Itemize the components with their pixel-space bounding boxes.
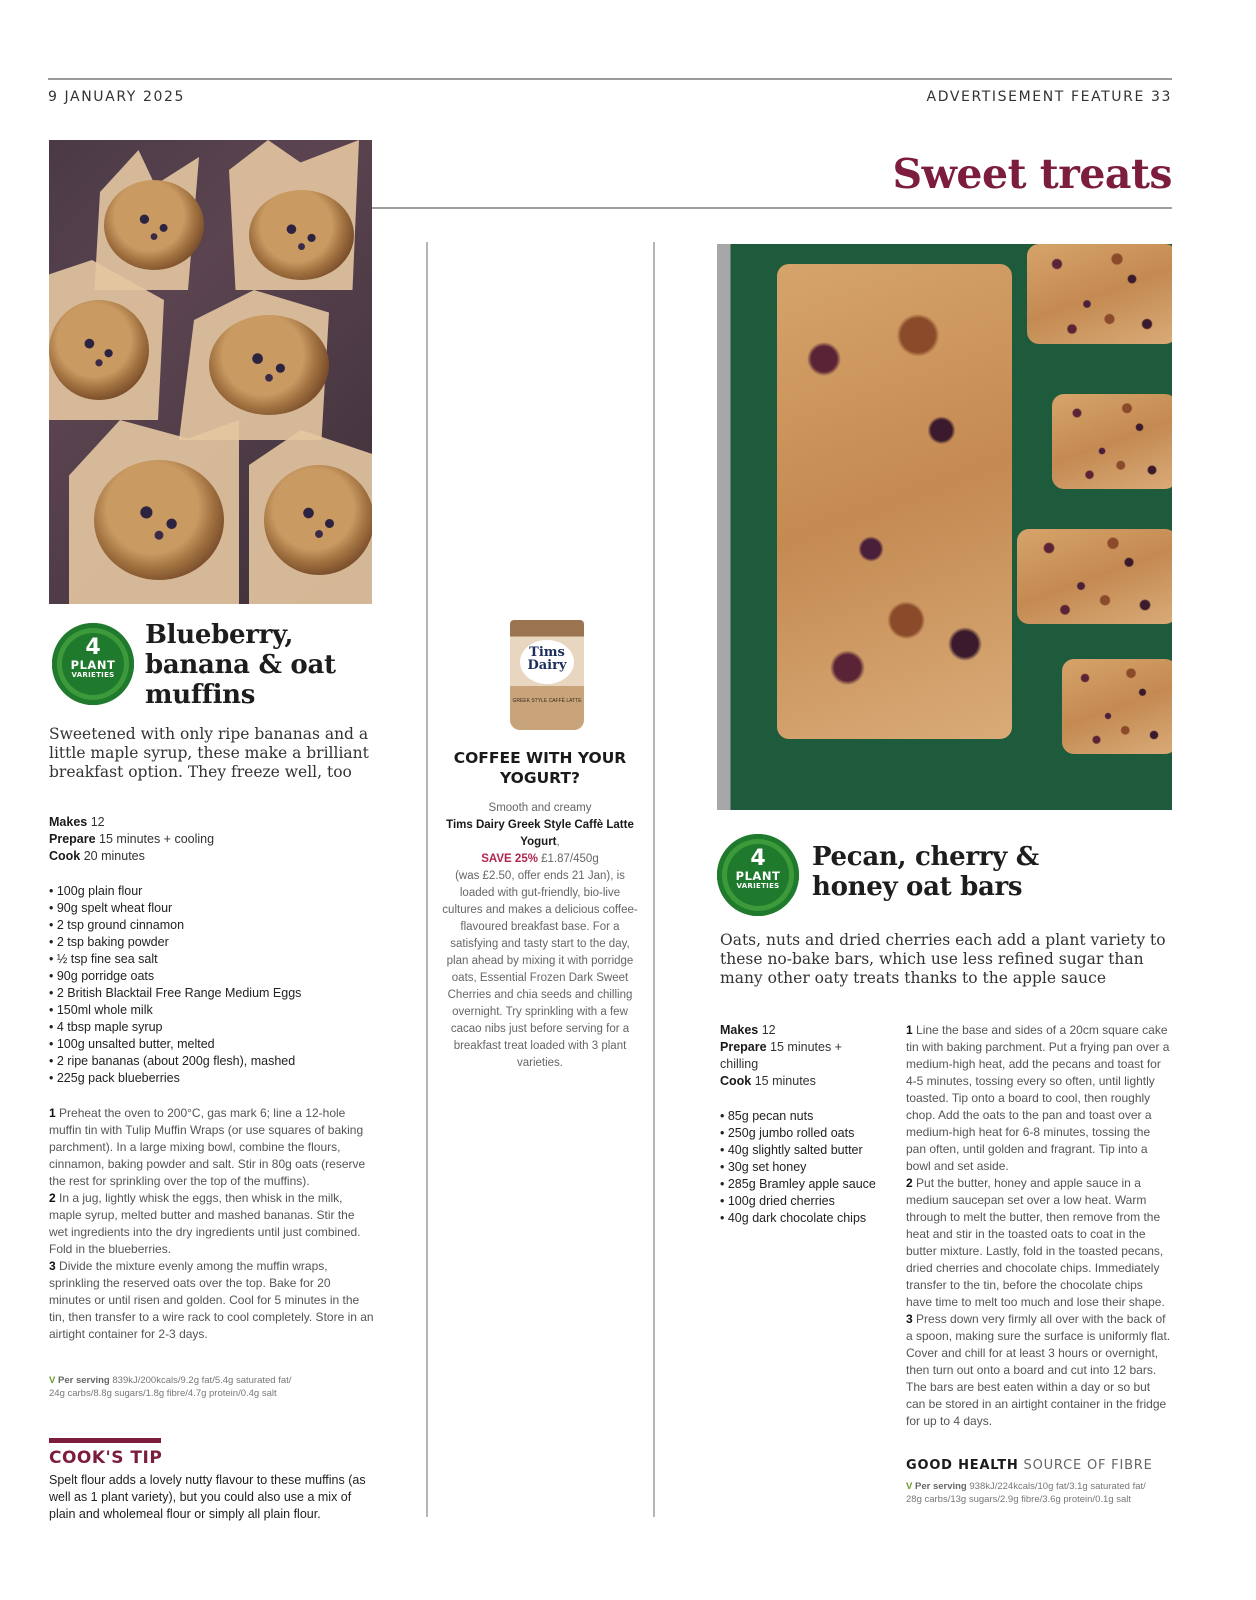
ingredient: • 40g dark chocolate chips	[720, 1210, 890, 1227]
vegetarian-icon: V	[49, 1375, 56, 1386]
yogurt-pot-image	[510, 620, 584, 730]
recipe-title: Pecan, cherry & honey oat bars	[812, 842, 1039, 902]
ingredient: • 285g Bramley apple sauce	[720, 1176, 890, 1193]
recipe-standfirst: Oats, nuts and dried cherries each add a plant variety to these no-bake bars, which use less refined sugar than many other oaty treats thanks to the apple sauce	[720, 931, 1166, 987]
recipe-meta: Makes 12 Prepare 15 minutes + cooling Cook 20 minutes	[49, 815, 215, 863]
method-step: 3 Divide the mixture evenly among the muffin wraps, sprinkling the reserved oats over the top. Bake for 20 minutes or until risen and golden. Cool for 5 minutes in the tin, then transfer to a wire rack to cool completely. Store in an airtight container for 2-3 days.	[49, 1259, 374, 1341]
nutrition-info: V Per serving 839kJ/200kcals/9.2g fat/5.4g saturated fat/ 24g carbs/8.8g sugars/1.8g fibre/4.7g protein/0.4g salt	[49, 1375, 292, 1399]
nutrition-info: V Per serving 938kJ/224kcals/10g fat/3.1g saturated fat/ 28g carbs/13g sugars/2.9g fibre/3.6g protein/0.1g salt	[906, 1481, 1146, 1505]
product-brand: Tims Dairy	[527, 645, 567, 673]
ingredient: • 85g pecan nuts	[720, 1108, 890, 1125]
ingredient: • 150ml whole milk	[49, 1002, 379, 1019]
ingredient: • 100g dried cherries	[720, 1193, 890, 1210]
vegetarian-icon: V	[906, 1481, 913, 1492]
oat-bar	[1027, 244, 1172, 344]
ingredients-list	[720, 1108, 890, 1227]
oat-bar	[1062, 659, 1172, 754]
product-name: Tims Dairy Greek Style Caffè Latte Yogurt	[446, 819, 634, 848]
oat-bar	[1017, 529, 1172, 624]
price: £1.87/450g	[541, 853, 599, 865]
ingredient: • 2 tsp baking powder	[49, 934, 379, 951]
method-steps	[49, 1105, 374, 1343]
oat-bar	[1052, 394, 1172, 489]
method-step: 2 In a jug, lightly whisk the eggs, then whisk in the milk, maple syrup, melted butter and mashed bananas. Stir the wet ingredients into the dry ingredients until just combined. Fold in the blueberries.	[49, 1191, 361, 1256]
save-badge: SAVE 25%	[481, 853, 538, 865]
method-step: 1 Line the base and sides of a 20cm square cake tin with baking parchment. Put a frying pan over a medium-high heat, add the pecans and toast for 4-5 minutes, tossing every so often, until lightly toasted. Tip onto a board to cool, then roughly chop. Add the oats to the pan and toast over a medium-high heat for 6-8 minutes, tossing the pan often, until golden and fragrant. Tip into a bowl and set aside.	[906, 1023, 1170, 1173]
plant-varieties-badge: 4 PLANT VARIETIES	[52, 623, 134, 705]
plant-varieties-badge: 4 PLANT VARIETIES	[717, 834, 799, 916]
oat-bar-slab	[777, 264, 1012, 739]
promo-title: COFFEE WITH YOUR YOGURT?	[453, 749, 627, 787]
ingredient: • 2 tsp ground cinnamon	[49, 917, 379, 934]
issue-date: 9 JANUARY 2025	[48, 89, 185, 105]
ingredient: • 2 British Blacktail Free Range Medium Eggs	[49, 985, 379, 1002]
method-steps	[906, 1022, 1172, 1430]
ingredient: • 30g set honey	[720, 1159, 890, 1176]
ingredient: • 2 ripe bananas (about 200g flesh), mashed	[49, 1053, 379, 1070]
recipe-meta: Makes 12 Prepare 15 minutes + chilling Cook 15 minutes	[720, 1023, 842, 1088]
cooks-tip-title: COOK'S TIP	[49, 1448, 163, 1468]
oat-bars-photo	[717, 244, 1172, 810]
ingredient: • 250g jumbo rolled oats	[720, 1125, 890, 1142]
good-health-label: GOOD HEALTH SOURCE OF FIBRE	[906, 1458, 1153, 1473]
muffins-photo	[49, 140, 372, 604]
column-divider	[653, 242, 655, 1517]
top-rule	[48, 78, 1172, 80]
page-label: ADVERTISEMENT FEATURE 33	[926, 89, 1172, 105]
promo-body: Smooth and creamy Tims Dairy Greek Style Caffè Latte Yogurt, SAVE 25% £1.87/450g (was £2.50, offer ends 21 Jan), is loaded with gut-friendly, bio-live cultures and makes a delicious coffee-flavoured breakfast base. For a satisfying and tasty start to the day, plan ahead by mixing it with porridge oats, Essential Frozen Dark Sweet Cherries and chia seeds and chilling overnight. Try sprinkling with a few cacao nibs just before serving for a breakfast treat loaded with 3 plant varieties.	[442, 802, 638, 1069]
cooks-tip-bar	[49, 1438, 161, 1443]
ingredient: • 90g spelt wheat flour	[49, 900, 379, 917]
ingredient: • 100g plain flour	[49, 883, 379, 900]
ingredient: • 4 tbsp maple syrup	[49, 1019, 379, 1036]
ingredient: • 100g unsalted butter, melted	[49, 1036, 379, 1053]
recipe-standfirst: Sweetened with only ripe bananas and a little maple syrup, these make a brilliant breakfast option. They freeze well, too	[49, 725, 369, 781]
method-step: 1 Preheat the oven to 200°C, gas mark 6; line a 12-hole muffin tin with Tulip Muffin Wraps (or use squares of baking parchment). In a large mixing bowl, combine the flours, cinnamon, baking powder and salt. Stir in 80g oats (reserve the rest for sprinkling over the top of the muffins).	[49, 1106, 366, 1188]
ingredient: • ½ tsp fine sea salt	[49, 951, 379, 968]
page-title: Sweet treats	[892, 150, 1172, 198]
method-step: 3 Press down very firmly all over with the back of a spoon, making sure the surface is uniformly flat. Cover and chill for at least 3 hours or overnight, then turn out onto a board and cut into 12 bars. The bars are best eaten within a day or so but can be stored in an airtight container in the fridge for up to 4 days.	[906, 1312, 1171, 1428]
ingredient: • 40g slightly salted butter	[720, 1142, 890, 1159]
ingredient: • 90g porridge oats	[49, 968, 379, 985]
recipe-title: Blueberry, banana & oat muffins	[145, 620, 336, 710]
title-divider	[372, 207, 1172, 209]
column-divider	[426, 242, 428, 1517]
method-step: 2 Put the butter, honey and apple sauce in a medium saucepan set over a low heat. Warm through to melt the butter, then remove from the heat and stir in the toasted oats to coat in the butter mixture. Lastly, fold in the toasted pecans, dried cherries and chocolate chips. Immediately transfer to the tin, before the chocolate chips have time to melt too much and lose their shape.	[906, 1176, 1165, 1309]
product-sub: GREEK STYLE CAFFÈ LATTE	[512, 698, 582, 704]
ingredient: • 225g pack blueberries	[49, 1070, 379, 1087]
ingredients-list	[49, 883, 379, 1087]
cooks-tip-text: Spelt flour adds a lovely nutty flavour to these muffins (as well as 1 plant variety), but you could also use a mix of plain and wholemeal flour or simply all plain flour.	[49, 1473, 366, 1521]
